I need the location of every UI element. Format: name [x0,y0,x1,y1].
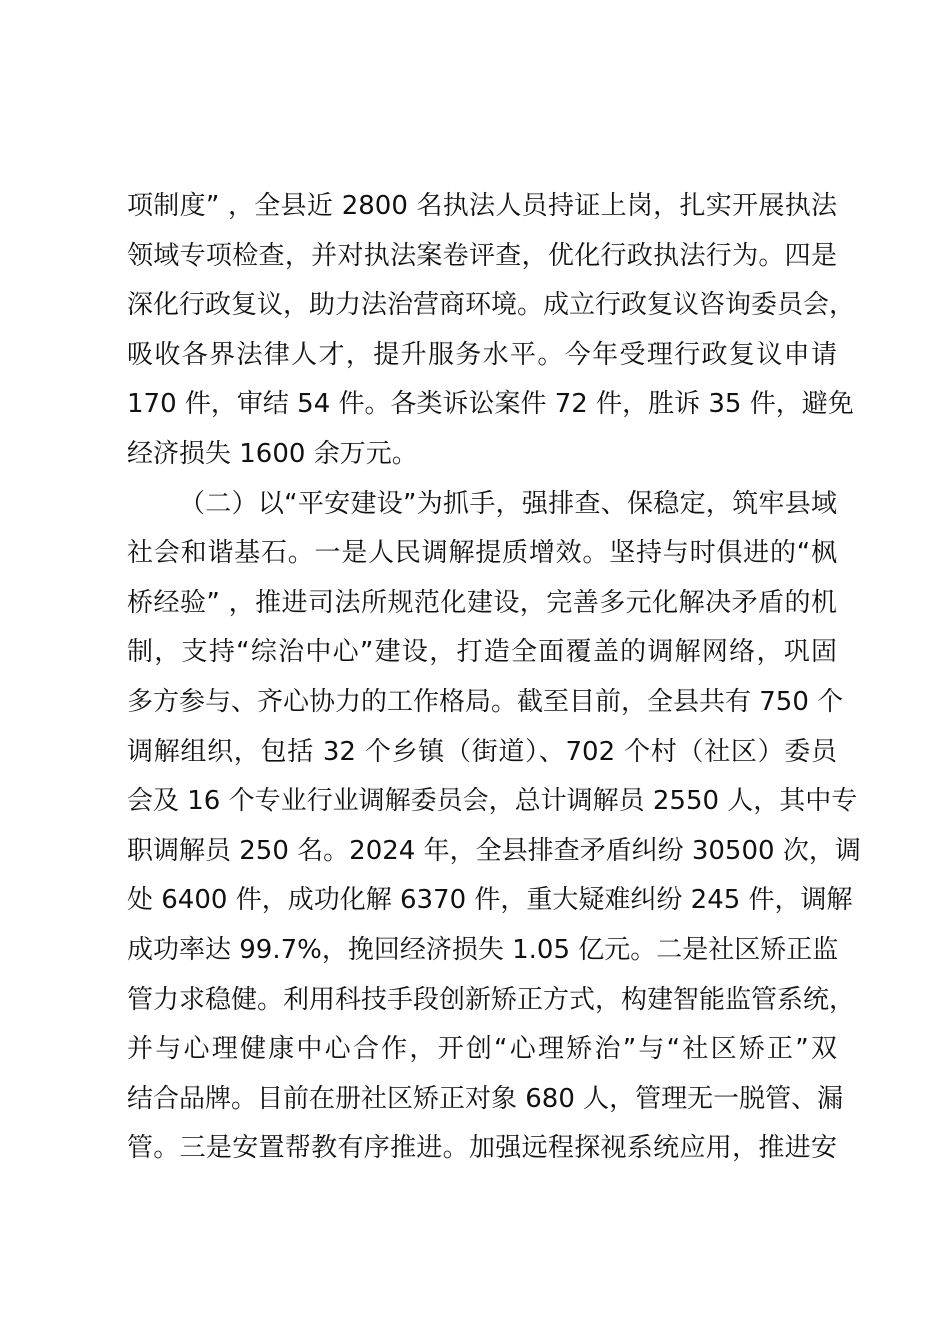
text-line: 职调解员 250 名。2024 年，全县排查矛盾纠纷 30500 次，调 [127,835,861,866]
text-line: 管力求稳健。利用科技手段创新矫正方式，构建智能监管系统， [127,984,856,1015]
text-line: 170 件，审结 54 件。各类诉讼案件 72 件，胜诉 35 件，避免 [127,389,854,420]
text-line: 社会和谐基石。一是人民调解提质增效。坚持与时俱进的“枫 [127,538,837,569]
text-line: 吸收各界法律人才，提升服务水平。今年受理行政复议申请 [127,339,837,370]
text-line: 调解组织，包括 32 个乡镇（街道）、702 个村（社区）委员 [127,736,837,767]
body-text [127,182,861,1174]
text-line: 深化行政复议，助力法治营商环境。成立行政复议咨询委员会， [127,290,856,321]
text-line: 会及 16 个专业行业调解委员会，总计调解员 2550 人，其中专 [127,786,858,817]
text-line: 并与心理健康中心合作，开创“心理矫治”与“社区矫正”双 [127,1034,837,1065]
text-line: 制，支持“综治中心”建设，打造全面覆盖的调解网络，巩固 [127,637,837,668]
text-line: 桥经验” ，推进司法所规范化建设，完善多元化解决矛盾的机 [127,587,837,618]
text-line: （二）以“平安建设”为抓手，强排查、保稳定，筑牢县域 [179,488,837,519]
text-line: 成功率达 99.7%，挽回经济损失 1.05 亿元。二是社区矫正监 [127,934,839,965]
text-line: 处 6400 件，成功化解 6370 件，重大疑难纠纷 245 件，调解 [127,885,853,916]
text-line: 经济损失 1600 余万元。 [127,438,418,469]
text-line: 领域专项检查，并对执法案卷评查，优化行政执法行为。四是 [127,240,837,271]
text-line: 项制度” ，全县近 2800 名执法人员持证上岗，扎实开展执法 [127,191,837,221]
text-line: 多方参与、齐心协力的工作格局。截至目前，全县共有 750 个 [127,686,844,717]
text-line: 结合品牌。目前在册社区矫正对象 680 人，管理无一脱管、漏 [127,1083,844,1114]
text-line: 管。三是安置帮教有序推进。加强远程探视系统应用，推进安 [127,1133,837,1164]
